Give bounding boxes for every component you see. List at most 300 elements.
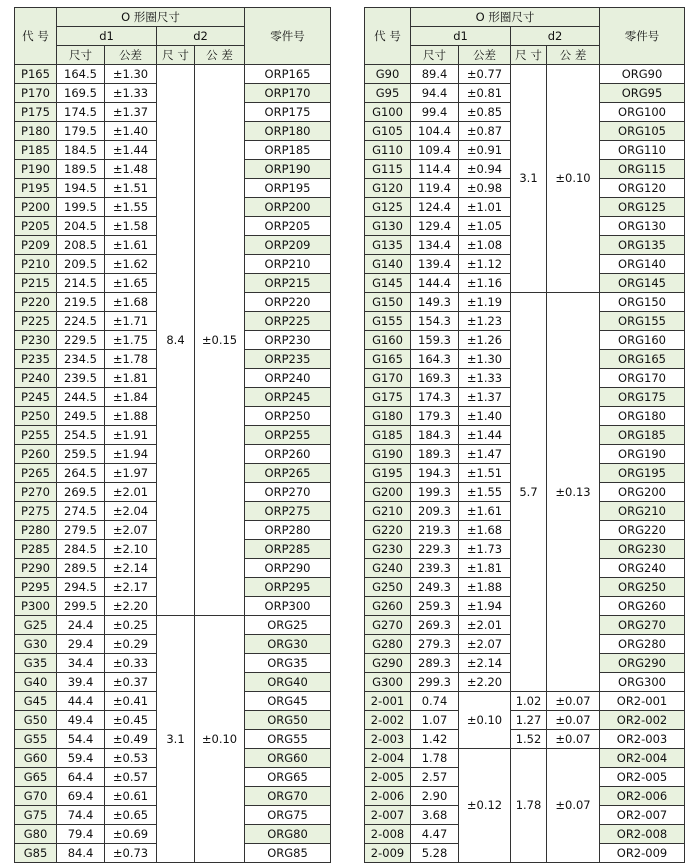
d1-tolerance-cell: ±1.23 xyxy=(459,312,511,331)
header-d2: d2 xyxy=(511,27,600,46)
code-cell: G165 xyxy=(365,350,411,369)
d2-size-cell: 1.02 xyxy=(511,692,547,711)
d1-size-cell: 189.3 xyxy=(411,445,459,464)
code-cell: G80 xyxy=(15,825,57,844)
d1-tolerance-cell: ±1.30 xyxy=(459,350,511,369)
d2-tolerance-cell: ±0.10 xyxy=(195,616,245,863)
d1-size-cell: 164.5 xyxy=(57,65,105,84)
part-number-cell: OR2-002 xyxy=(600,711,685,730)
header-d2: d2 xyxy=(157,27,245,46)
code-cell: G170 xyxy=(365,369,411,388)
header-oring-size: O 形圈尺寸 xyxy=(57,8,245,27)
part-number-cell: ORG160 xyxy=(600,331,685,350)
d1-tolerance-cell: ±1.51 xyxy=(459,464,511,483)
part-number-cell: ORG290 xyxy=(600,654,685,673)
d1-size-cell: 34.4 xyxy=(57,654,105,673)
part-number-cell: OR2-009 xyxy=(600,844,685,863)
d2-tolerance-cell: ±0.07 xyxy=(547,711,600,730)
code-cell: G230 xyxy=(365,540,411,559)
code-cell: P290 xyxy=(15,559,57,578)
code-cell: P209 xyxy=(15,236,57,255)
part-number-cell: ORG45 xyxy=(245,692,331,711)
part-number-cell: ORP240 xyxy=(245,369,331,388)
d1-size-cell: 104.4 xyxy=(411,122,459,141)
code-cell: G240 xyxy=(365,559,411,578)
d1-tolerance-cell: ±1.88 xyxy=(105,407,157,426)
d1-size-cell: 214.5 xyxy=(57,274,105,293)
d1-size-cell: 149.3 xyxy=(411,293,459,312)
code-cell: G260 xyxy=(365,597,411,616)
d1-tolerance-cell: ±0.69 xyxy=(105,825,157,844)
d1-size-cell: 69.4 xyxy=(57,787,105,806)
d1-tolerance-cell: ±1.37 xyxy=(459,388,511,407)
code-cell: G135 xyxy=(365,236,411,255)
part-number-cell: ORG75 xyxy=(245,806,331,825)
d1-size-cell: 114.4 xyxy=(411,160,459,179)
part-number-cell: ORP185 xyxy=(245,141,331,160)
d1-tolerance-cell: ±1.75 xyxy=(105,331,157,350)
d1-size-cell: 179.5 xyxy=(57,122,105,141)
d1-tolerance-cell: ±0.87 xyxy=(459,122,511,141)
part-number-cell: ORG60 xyxy=(245,749,331,768)
d2-size-cell: 1.27 xyxy=(511,711,547,730)
code-cell: G25 xyxy=(15,616,57,635)
part-number-cell: ORG80 xyxy=(245,825,331,844)
part-number-cell: ORG230 xyxy=(600,540,685,559)
code-cell: P170 xyxy=(15,84,57,103)
table-row xyxy=(365,749,685,768)
d1-size-cell: 49.4 xyxy=(57,711,105,730)
table-row xyxy=(365,692,685,711)
d1-size-cell: 269.5 xyxy=(57,483,105,502)
d1-tolerance-cell: ±1.81 xyxy=(459,559,511,578)
part-number-cell: ORG125 xyxy=(600,198,685,217)
d1-tolerance-cell: ±1.16 xyxy=(459,274,511,293)
part-number-cell: ORP225 xyxy=(245,312,331,331)
part-number-cell: OR2-006 xyxy=(600,787,685,806)
d1-size-cell: 279.3 xyxy=(411,635,459,654)
table-row xyxy=(365,65,685,84)
code-cell: P255 xyxy=(15,426,57,445)
d1-size-cell: 199.3 xyxy=(411,483,459,502)
part-number-cell: ORP260 xyxy=(245,445,331,464)
table-body-left xyxy=(15,65,331,863)
part-number-cell: ORG180 xyxy=(600,407,685,426)
part-number-cell: ORG300 xyxy=(600,673,685,692)
code-cell: G110 xyxy=(365,141,411,160)
part-number-cell: ORG100 xyxy=(600,103,685,122)
d2-tolerance-cell: ±0.10 xyxy=(547,65,600,293)
d1-size-cell: 249.5 xyxy=(57,407,105,426)
d1-tolerance-cell: ±1.68 xyxy=(459,521,511,540)
code-cell: G280 xyxy=(365,635,411,654)
d1-size-cell: 254.5 xyxy=(57,426,105,445)
d1-tolerance-cell: ±0.10 xyxy=(459,692,511,749)
code-cell: P235 xyxy=(15,350,57,369)
d1-tolerance-cell: ±1.68 xyxy=(105,293,157,312)
code-cell: G195 xyxy=(365,464,411,483)
d1-size-cell: 269.3 xyxy=(411,616,459,635)
header-code: 代 号 xyxy=(365,8,411,65)
code-cell: G45 xyxy=(15,692,57,711)
code-cell: P270 xyxy=(15,483,57,502)
d2-tolerance-cell: ±0.15 xyxy=(195,65,245,616)
code-cell: G220 xyxy=(365,521,411,540)
d1-tolerance-cell: ±1.71 xyxy=(105,312,157,331)
d1-size-cell: 249.3 xyxy=(411,578,459,597)
part-number-cell: ORG150 xyxy=(600,293,685,312)
d1-size-cell: 199.5 xyxy=(57,198,105,217)
d1-tolerance-cell: ±0.91 xyxy=(459,141,511,160)
code-cell: 2-007 xyxy=(365,806,411,825)
code-cell: G160 xyxy=(365,331,411,350)
part-number-cell: ORP255 xyxy=(245,426,331,445)
part-number-cell: ORG155 xyxy=(600,312,685,331)
part-number-cell: ORP290 xyxy=(245,559,331,578)
d1-tolerance-cell: ±2.01 xyxy=(105,483,157,502)
part-number-cell: ORP190 xyxy=(245,160,331,179)
part-number-cell: ORG90 xyxy=(600,65,685,84)
header-d1-tolerance: 公差 xyxy=(459,46,511,65)
d1-size-cell: 179.3 xyxy=(411,407,459,426)
d1-size-cell: 3.68 xyxy=(411,806,459,825)
d1-tolerance-cell: ±0.33 xyxy=(105,654,157,673)
d1-tolerance-cell: ±0.37 xyxy=(105,673,157,692)
d1-tolerance-cell: ±1.73 xyxy=(459,540,511,559)
d2-size-cell: 3.1 xyxy=(157,616,195,863)
code-cell: G85 xyxy=(15,844,57,863)
part-number-cell: ORP220 xyxy=(245,293,331,312)
part-number-cell: ORG70 xyxy=(245,787,331,806)
part-number-cell: ORG185 xyxy=(600,426,685,445)
code-cell: P225 xyxy=(15,312,57,331)
code-cell: G300 xyxy=(365,673,411,692)
part-number-cell: ORG25 xyxy=(245,616,331,635)
d1-tolerance-cell: ±1.55 xyxy=(105,198,157,217)
part-number-cell: ORG165 xyxy=(600,350,685,369)
d1-tolerance-cell: ±2.14 xyxy=(459,654,511,673)
d2-size-cell: 3.1 xyxy=(511,65,547,293)
d1-size-cell: 139.4 xyxy=(411,255,459,274)
part-number-cell: ORG260 xyxy=(600,597,685,616)
d1-size-cell: 284.5 xyxy=(57,540,105,559)
part-number-cell: ORG110 xyxy=(600,141,685,160)
code-cell: P195 xyxy=(15,179,57,198)
table-row xyxy=(365,711,685,730)
header-d1-tolerance: 公差 xyxy=(105,46,157,65)
d1-size-cell: 84.4 xyxy=(57,844,105,863)
table-row xyxy=(15,65,331,84)
part-number-cell: OR2-004 xyxy=(600,749,685,768)
code-cell: P185 xyxy=(15,141,57,160)
d1-tolerance-cell: ±1.40 xyxy=(105,122,157,141)
d1-size-cell: 134.4 xyxy=(411,236,459,255)
d1-size-cell: 159.3 xyxy=(411,331,459,350)
code-cell: P280 xyxy=(15,521,57,540)
d1-tolerance-cell: ±2.10 xyxy=(105,540,157,559)
header-d1: d1 xyxy=(57,27,157,46)
d1-tolerance-cell: ±1.94 xyxy=(105,445,157,464)
part-number-cell: ORG130 xyxy=(600,217,685,236)
code-cell: P260 xyxy=(15,445,57,464)
d1-tolerance-cell: ±1.30 xyxy=(105,65,157,84)
d1-tolerance-cell: ±1.78 xyxy=(105,350,157,369)
d1-size-cell: 274.5 xyxy=(57,502,105,521)
d1-size-cell: 29.4 xyxy=(57,635,105,654)
d1-tolerance-cell: ±0.57 xyxy=(105,768,157,787)
d1-size-cell: 259.3 xyxy=(411,597,459,616)
part-number-cell: ORP285 xyxy=(245,540,331,559)
code-cell: G130 xyxy=(365,217,411,236)
d1-size-cell: 119.4 xyxy=(411,179,459,198)
d1-size-cell: 204.5 xyxy=(57,217,105,236)
d1-size-cell: 294.5 xyxy=(57,578,105,597)
code-cell: G185 xyxy=(365,426,411,445)
code-cell: G40 xyxy=(15,673,57,692)
d2-size-cell: 1.52 xyxy=(511,730,547,749)
d1-tolerance-cell: ±1.48 xyxy=(105,160,157,179)
table-row xyxy=(365,730,685,749)
d1-tolerance-cell: ±0.61 xyxy=(105,787,157,806)
d1-size-cell: 74.4 xyxy=(57,806,105,825)
d1-size-cell: 164.3 xyxy=(411,350,459,369)
part-number-cell: ORG40 xyxy=(245,673,331,692)
code-cell: G120 xyxy=(365,179,411,198)
d1-tolerance-cell: ±0.98 xyxy=(459,179,511,198)
d1-tolerance-cell: ±1.84 xyxy=(105,388,157,407)
d1-tolerance-cell: ±2.14 xyxy=(105,559,157,578)
table-body-right xyxy=(365,65,685,863)
d1-size-cell: 39.4 xyxy=(57,673,105,692)
d1-tolerance-cell: ±1.47 xyxy=(459,445,511,464)
d1-tolerance-cell: ±2.07 xyxy=(105,521,157,540)
code-cell: G65 xyxy=(15,768,57,787)
code-cell: G60 xyxy=(15,749,57,768)
part-number-cell: OR2-001 xyxy=(600,692,685,711)
code-cell: G30 xyxy=(15,635,57,654)
d1-size-cell: 0.74 xyxy=(411,692,459,711)
part-number-cell: ORG95 xyxy=(600,84,685,103)
d1-tolerance-cell: ±2.17 xyxy=(105,578,157,597)
part-number-cell: ORG280 xyxy=(600,635,685,654)
oring-table-left xyxy=(14,7,331,863)
code-cell: G100 xyxy=(365,103,411,122)
d1-size-cell: 89.4 xyxy=(411,65,459,84)
d1-size-cell: 229.3 xyxy=(411,540,459,559)
part-number-cell: ORG140 xyxy=(600,255,685,274)
d1-tolerance-cell: ±0.12 xyxy=(459,749,511,863)
header-d1: d1 xyxy=(411,27,511,46)
code-cell: 2-009 xyxy=(365,844,411,863)
code-cell: G140 xyxy=(365,255,411,274)
d1-size-cell: 209.5 xyxy=(57,255,105,274)
code-cell: G35 xyxy=(15,654,57,673)
part-number-cell: ORP300 xyxy=(245,597,331,616)
d1-size-cell: 64.4 xyxy=(57,768,105,787)
d1-size-cell: 154.3 xyxy=(411,312,459,331)
code-cell: P240 xyxy=(15,369,57,388)
d1-tolerance-cell: ±1.12 xyxy=(459,255,511,274)
code-cell: G200 xyxy=(365,483,411,502)
d1-size-cell: 109.4 xyxy=(411,141,459,160)
d1-size-cell: 194.3 xyxy=(411,464,459,483)
code-cell: P190 xyxy=(15,160,57,179)
part-number-cell: ORG120 xyxy=(600,179,685,198)
d1-size-cell: 299.3 xyxy=(411,673,459,692)
d1-size-cell: 174.3 xyxy=(411,388,459,407)
d1-size-cell: 289.5 xyxy=(57,559,105,578)
d1-size-cell: 44.4 xyxy=(57,692,105,711)
d1-tolerance-cell: ±2.07 xyxy=(459,635,511,654)
d1-size-cell: 79.4 xyxy=(57,825,105,844)
d1-size-cell: 299.5 xyxy=(57,597,105,616)
d1-size-cell: 24.4 xyxy=(57,616,105,635)
code-cell: G180 xyxy=(365,407,411,426)
part-number-cell: ORG250 xyxy=(600,578,685,597)
d1-tolerance-cell: ±1.51 xyxy=(105,179,157,198)
d1-tolerance-cell: ±1.61 xyxy=(459,502,511,521)
code-cell: G155 xyxy=(365,312,411,331)
part-number-cell: ORP170 xyxy=(245,84,331,103)
header-d2-size: 尺 寸 xyxy=(511,46,547,65)
part-number-cell: ORG30 xyxy=(245,635,331,654)
part-number-cell: OR2-008 xyxy=(600,825,685,844)
d1-size-cell: 1.42 xyxy=(411,730,459,749)
code-cell: 2-004 xyxy=(365,749,411,768)
header-oring-size: O 形圈尺寸 xyxy=(411,8,600,27)
d1-size-cell: 2.90 xyxy=(411,787,459,806)
d1-size-cell: 229.5 xyxy=(57,331,105,350)
d1-tolerance-cell: ±1.62 xyxy=(105,255,157,274)
d1-tolerance-cell: ±1.37 xyxy=(105,103,157,122)
table-row xyxy=(15,616,331,635)
code-cell: G190 xyxy=(365,445,411,464)
part-number-cell: ORG135 xyxy=(600,236,685,255)
part-number-cell: ORP275 xyxy=(245,502,331,521)
header-code: 代 号 xyxy=(15,8,57,65)
code-cell: P205 xyxy=(15,217,57,236)
part-number-cell: ORG175 xyxy=(600,388,685,407)
part-number-cell: ORP205 xyxy=(245,217,331,236)
d1-tolerance-cell: ±2.20 xyxy=(459,673,511,692)
code-cell: G250 xyxy=(365,578,411,597)
d1-size-cell: 219.5 xyxy=(57,293,105,312)
code-cell: P250 xyxy=(15,407,57,426)
d2-size-cell: 5.7 xyxy=(511,293,547,692)
d1-tolerance-cell: ±1.91 xyxy=(105,426,157,445)
code-cell: G115 xyxy=(365,160,411,179)
part-number-cell: ORP250 xyxy=(245,407,331,426)
d1-size-cell: 1.78 xyxy=(411,749,459,768)
d1-tolerance-cell: ±1.40 xyxy=(459,407,511,426)
d1-tolerance-cell: ±2.04 xyxy=(105,502,157,521)
part-number-cell: ORG85 xyxy=(245,844,331,863)
code-cell: P215 xyxy=(15,274,57,293)
code-cell: 2-002 xyxy=(365,711,411,730)
code-cell: P275 xyxy=(15,502,57,521)
d2-tolerance-cell: ±0.07 xyxy=(547,730,600,749)
part-number-cell: ORG220 xyxy=(600,521,685,540)
d2-size-cell: 8.4 xyxy=(157,65,195,616)
d1-tolerance-cell: ±0.49 xyxy=(105,730,157,749)
d1-size-cell: 239.3 xyxy=(411,559,459,578)
d1-tolerance-cell: ±0.29 xyxy=(105,635,157,654)
d1-size-cell: 4.47 xyxy=(411,825,459,844)
d1-tolerance-cell: ±0.77 xyxy=(459,65,511,84)
part-number-cell: ORP230 xyxy=(245,331,331,350)
code-cell: P165 xyxy=(15,65,57,84)
d1-tolerance-cell: ±1.94 xyxy=(459,597,511,616)
d1-tolerance-cell: ±0.65 xyxy=(105,806,157,825)
code-cell: P220 xyxy=(15,293,57,312)
d1-tolerance-cell: ±0.94 xyxy=(459,160,511,179)
header-part-number: 零件号 xyxy=(245,8,331,65)
part-number-cell: ORG55 xyxy=(245,730,331,749)
d2-size-cell: 1.78 xyxy=(511,749,547,863)
part-number-cell: ORG145 xyxy=(600,274,685,293)
code-cell: G75 xyxy=(15,806,57,825)
part-number-cell: ORG115 xyxy=(600,160,685,179)
header-d2-size: 尺 寸 xyxy=(157,46,195,65)
d1-tolerance-cell: ±1.44 xyxy=(459,426,511,445)
d1-size-cell: 54.4 xyxy=(57,730,105,749)
code-cell: P300 xyxy=(15,597,57,616)
d1-size-cell: 144.4 xyxy=(411,274,459,293)
d1-size-cell: 174.5 xyxy=(57,103,105,122)
code-cell: P245 xyxy=(15,388,57,407)
d1-size-cell: 244.5 xyxy=(57,388,105,407)
d1-size-cell: 94.4 xyxy=(411,84,459,103)
header-d1-size: 尺寸 xyxy=(411,46,459,65)
code-cell: G90 xyxy=(365,65,411,84)
part-number-cell: ORG210 xyxy=(600,502,685,521)
part-number-cell: ORP235 xyxy=(245,350,331,369)
oring-table-right xyxy=(364,7,685,863)
d1-tolerance-cell: ±1.05 xyxy=(459,217,511,236)
code-cell: G70 xyxy=(15,787,57,806)
d1-tolerance-cell: ±0.25 xyxy=(105,616,157,635)
d1-size-cell: 209.3 xyxy=(411,502,459,521)
code-cell: G105 xyxy=(365,122,411,141)
part-number-cell: ORP175 xyxy=(245,103,331,122)
d1-tolerance-cell: ±0.85 xyxy=(459,103,511,122)
part-number-cell: OR2-003 xyxy=(600,730,685,749)
code-cell: G150 xyxy=(365,293,411,312)
d1-size-cell: 184.3 xyxy=(411,426,459,445)
code-cell: G125 xyxy=(365,198,411,217)
part-number-cell: ORP165 xyxy=(245,65,331,84)
d1-size-cell: 189.5 xyxy=(57,160,105,179)
d1-size-cell: 234.5 xyxy=(57,350,105,369)
part-number-cell: ORG65 xyxy=(245,768,331,787)
part-number-cell: OR2-005 xyxy=(600,768,685,787)
code-cell: 2-001 xyxy=(365,692,411,711)
d1-tolerance-cell: ±1.55 xyxy=(459,483,511,502)
d1-tolerance-cell: ±1.61 xyxy=(105,236,157,255)
code-cell: 2-008 xyxy=(365,825,411,844)
part-number-cell: ORP209 xyxy=(245,236,331,255)
d1-size-cell: 219.3 xyxy=(411,521,459,540)
part-number-cell: ORP200 xyxy=(245,198,331,217)
part-number-cell: ORG270 xyxy=(600,616,685,635)
d2-tolerance-cell: ±0.07 xyxy=(547,749,600,863)
code-cell: P200 xyxy=(15,198,57,217)
part-number-cell: ORP180 xyxy=(245,122,331,141)
d1-tolerance-cell: ±0.73 xyxy=(105,844,157,863)
d1-size-cell: 124.4 xyxy=(411,198,459,217)
d1-tolerance-cell: ±1.01 xyxy=(459,198,511,217)
code-cell: G55 xyxy=(15,730,57,749)
